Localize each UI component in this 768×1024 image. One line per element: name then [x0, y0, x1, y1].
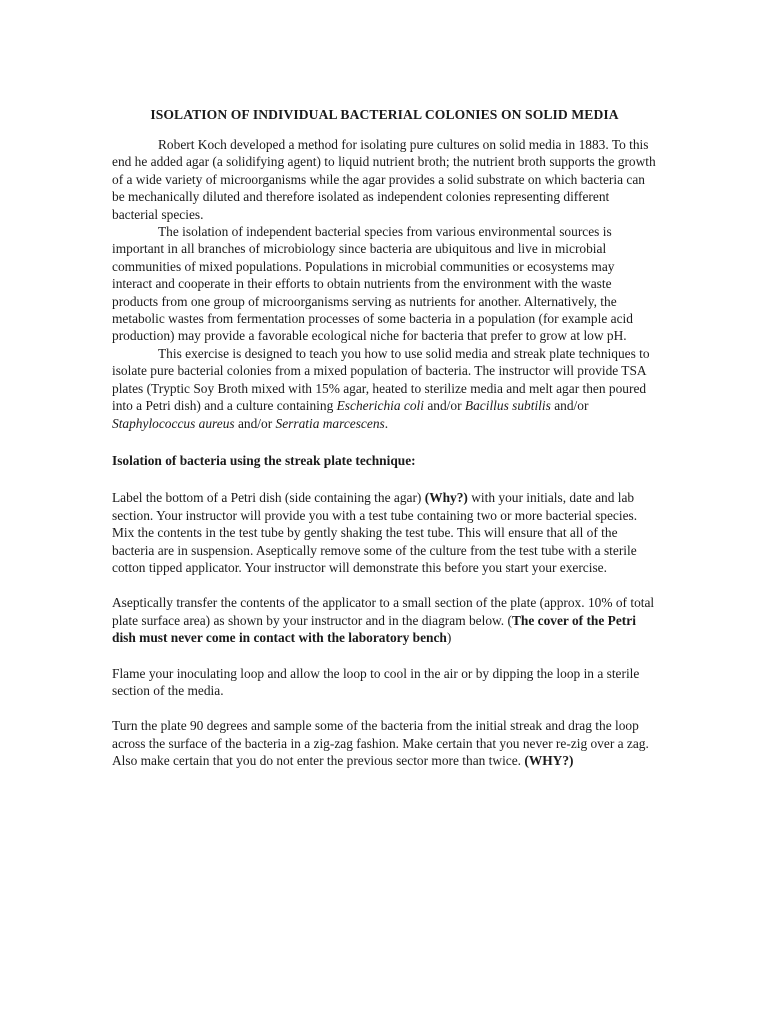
species-serratia-marcescens: Serratia marcescens: [275, 415, 385, 431]
step-transfer-applicator: [112, 594, 657, 646]
and-or-text: and/or: [550, 398, 589, 414]
intro-paragraph-1: Robert Koch developed a method for isolating pure cultures on solid media in 1883. To this end he added agar (a solidifying agent) to liquid nutrient broth; the nutrient broth supports the growth of a wide variety of microorganisms while the agar provides a solid substrate on which bacteria can be mechanically diluted and therefore isolated as independent colonies representing different bacterial species.: [112, 137, 656, 222]
species-bacillus-subtilis: Bacillus subtilis: [464, 398, 551, 414]
intro-paragraph-3: [112, 345, 657, 432]
why-question: (Why?): [424, 490, 468, 506]
step-1-text-b: with your initials, date and lab section. Your instructor will provide you with a test tube containing two or more bacterial species. Mix the contents in the test tube by gently shaking the test tube. This will ensure that all of the bacteria are in suspension. Aseptically remove some of the culture from the test tube with a sterile cotton tipped applicator. Your instructor will demonstrate this before you start your exercise.: [112, 490, 638, 575]
section-heading: Isolation of bacteria using the streak plate technique:: [112, 452, 416, 468]
species-escherichia-coli: Escherichia coli: [336, 398, 424, 414]
sentence-period: .: [384, 415, 389, 431]
and-or-text: and/or: [424, 398, 465, 414]
step-label-dish: [112, 489, 657, 576]
petri-cover-warning: The cover of the Petri dish must never come in contact with the laboratory bench: [112, 612, 636, 646]
document-page: [112, 106, 657, 770]
step-turn-plate: [112, 717, 657, 769]
step-2-text-b: ): [446, 630, 452, 646]
document-title: ISOLATION OF INDIVIDUAL BACTERIAL COLONIES ON SOLID MEDIA: [150, 107, 619, 122]
and-or-text: and/or: [234, 415, 276, 431]
step-2-text-a: Aseptically transfer the contents of the applicator to a small section of the plate (approx. 10% of total plate surface area) as shown by your instructor and in the diagram below. (: [112, 595, 655, 628]
step-1-text-a: Label the bottom of a Petri dish (side containing the agar): [112, 490, 425, 506]
intro-paragraph-3-text: This exercise is designed to teach you how to use solid media and streak plate techniques to isolate pure bacterial colonies from a mixed population of bacteria. The instructor will provide TSA plates (Tryptic Soy Broth mixed with 15% agar, heated to sterilize media and melt agar then poured into a Petri dish) and a culture containing: [112, 345, 650, 414]
step-4-text: Turn the plate 90 degrees and sample some of the bacteria from the initial streak and drag the loop across the surface of the bacteria in a zig-zag fashion. Make certain that you never re-zig over a zag. Also make certain that you do not enter the previous sector more than twice.: [112, 718, 649, 769]
why-question: (WHY?): [524, 753, 574, 769]
species-staphylococcus-aureus: Staphylococcus aureus: [112, 415, 235, 431]
intro-paragraph-2: The isolation of independent bacterial species from various environmental sources is important in all branches of microbiology since bacteria are ubiquitous and live in microbial communities of mixed populations. Populations in microbial communities or ecosystems may interact and cooperate in their efforts to obtain nutrients from the environment with the waste products from one group of microorganisms serving as nutrients for another. Alternatively, the metabolic wastes from fermentation processes of some bacteria in a population (for example acid production) may provide a favorable ecological niche for bacteria that prefer to grow at low pH.: [112, 224, 633, 344]
step-flame-loop: Flame your inoculating loop and allow the loop to cool in the air or by dipping the loop in a sterile section of the media.: [112, 665, 640, 698]
